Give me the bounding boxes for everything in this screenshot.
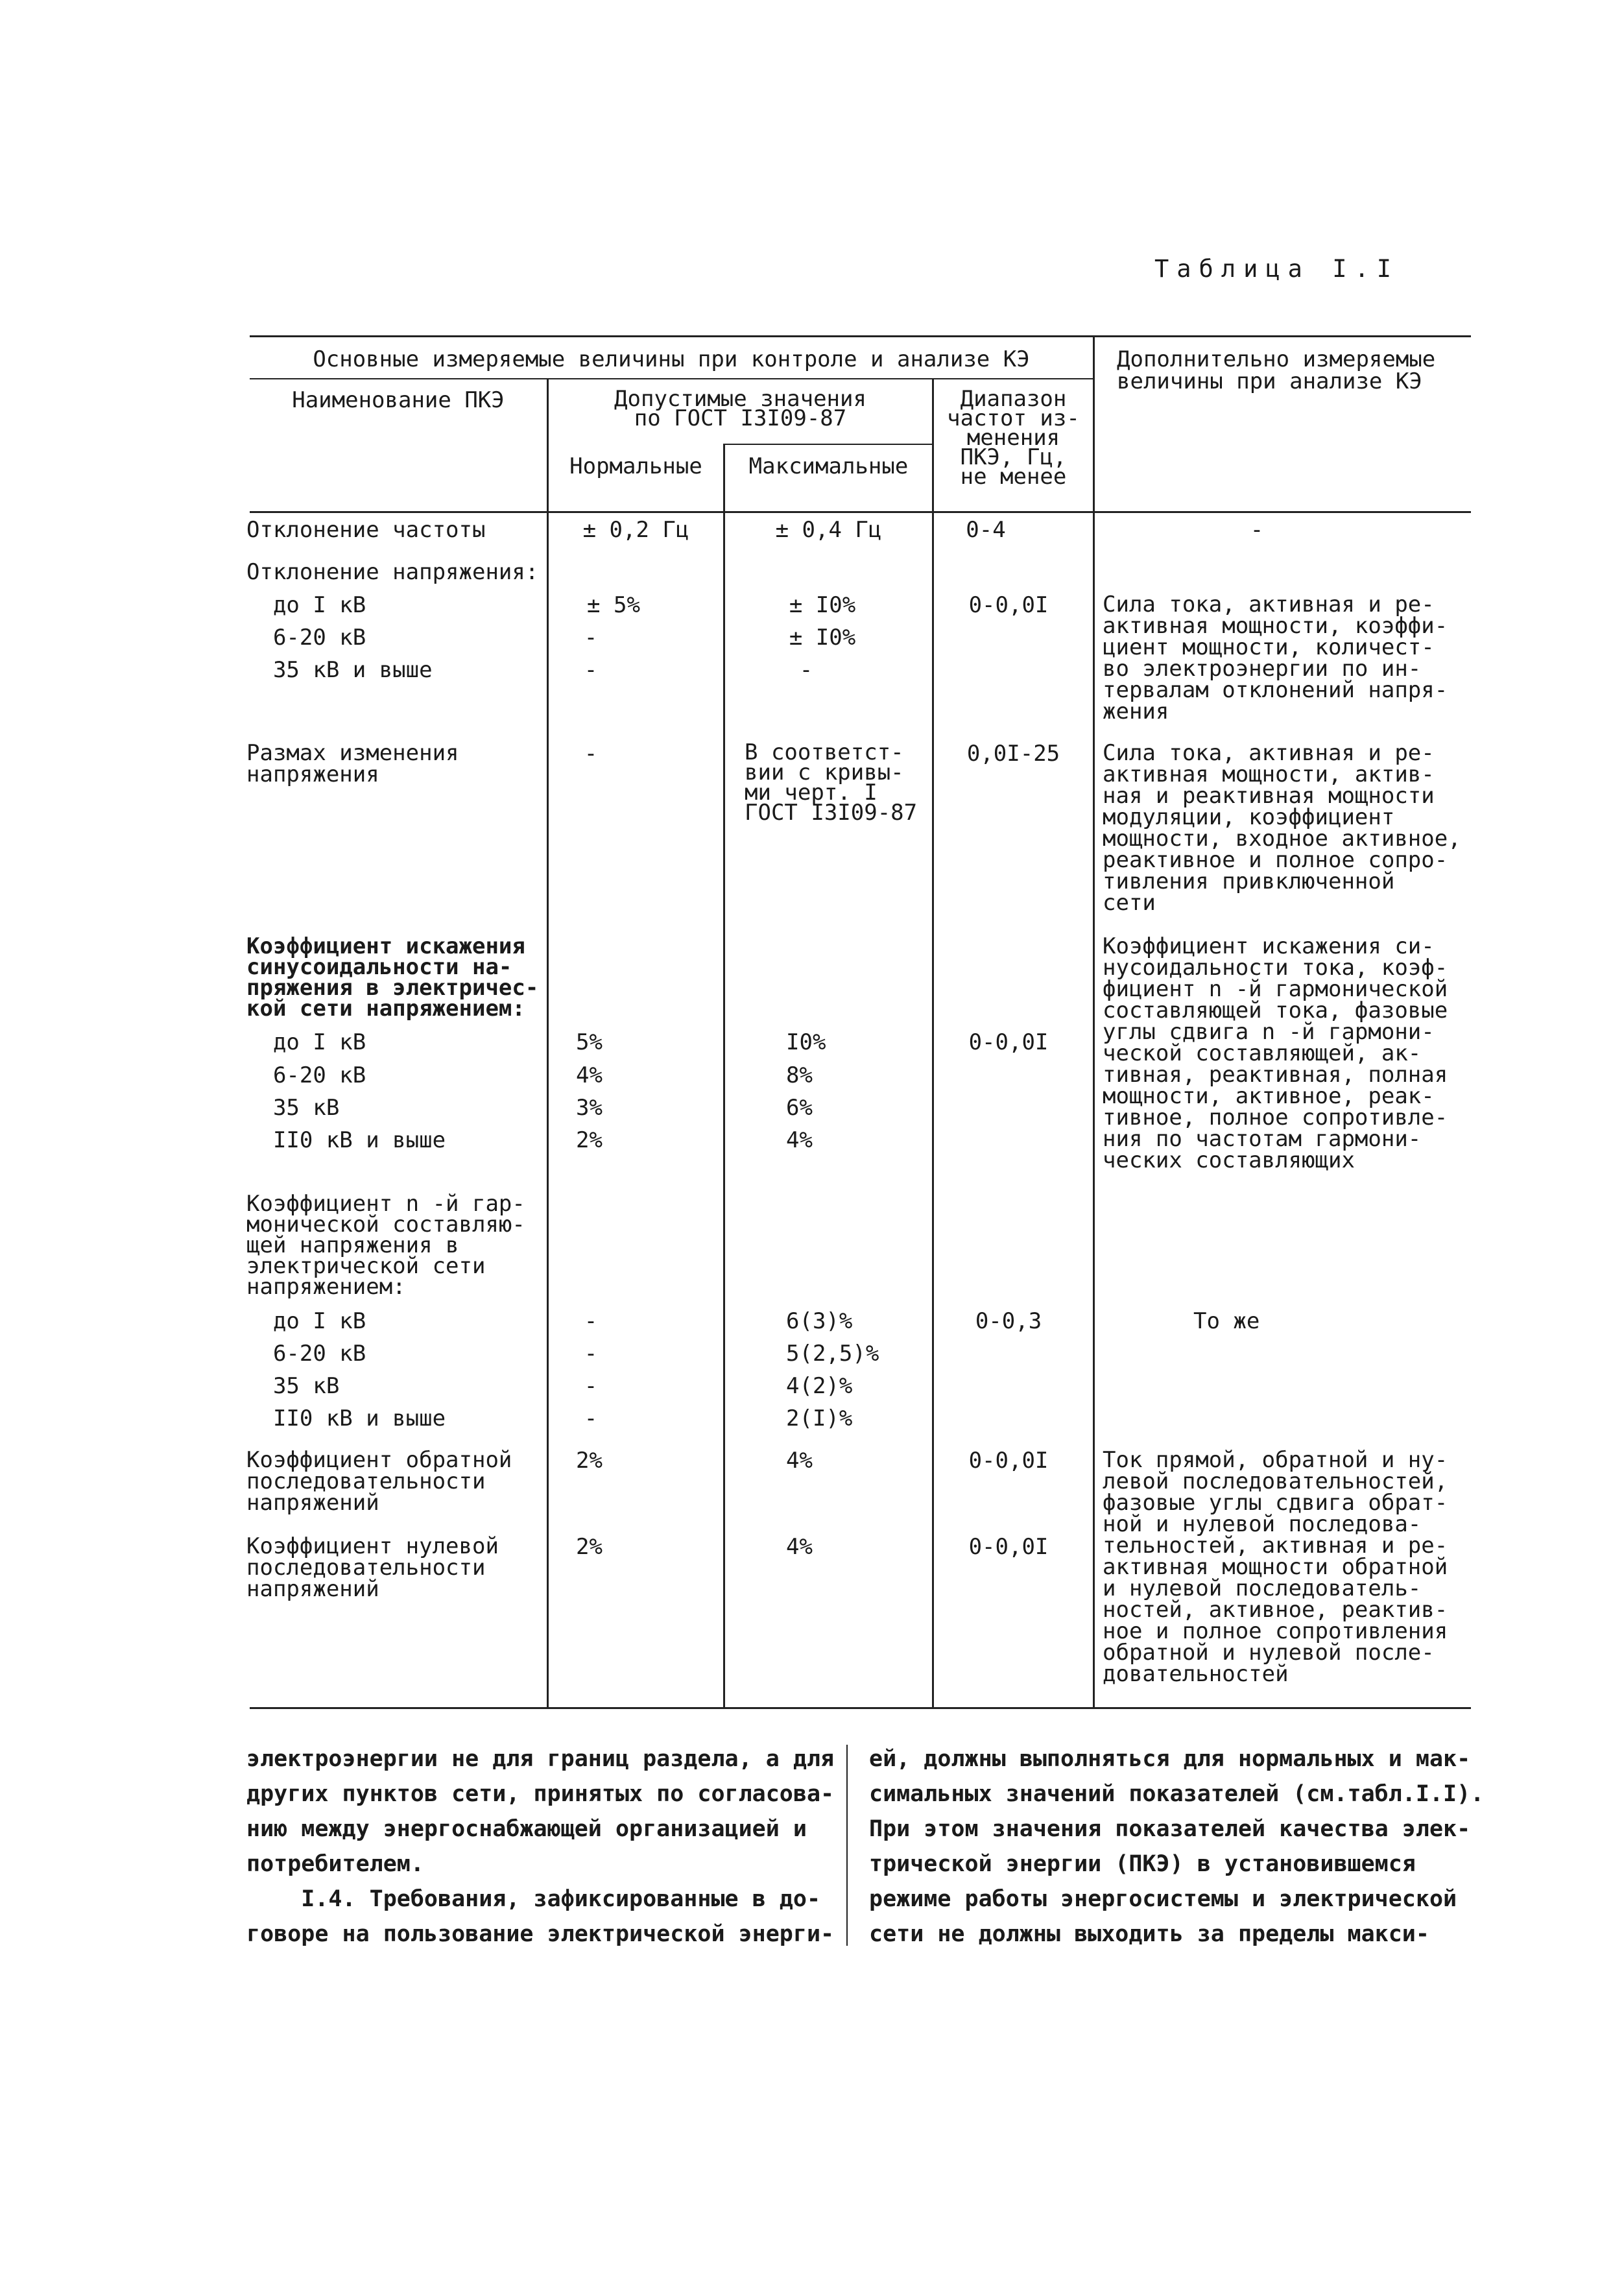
row-normal: - (584, 741, 598, 767)
row-max: 4% (786, 1127, 813, 1153)
row-name: до I кВ (246, 1029, 366, 1055)
row-range: 0-0,3 (975, 1308, 1042, 1334)
body-text-left: электроэнергии не для границ раздела, а для других пунктов сети, принятых по согласова- нию между энергоснабжающей организацией и потребителем. I.4. Требования, зафиксированные в до- говоре на пользование электрической энерги- (246, 1746, 835, 1947)
row-normal: 2% (576, 1534, 603, 1560)
row-extra: Ток прямой, обратной и ну- левой последовательностей, фазовые углы сдвига обрат- ной и нулевой последова- тельностей, активная и ре- активная мощности обратной и нулевой последователь- ностей, активное, реактив- ное и полное сопротивления обратной и нулевой после- довательностей (1103, 1447, 1448, 1687)
row-max: 2(I)% (786, 1406, 853, 1431)
row-normal: - (584, 1341, 598, 1367)
row-max: - (799, 657, 813, 683)
row-name: 35 кВ (246, 1095, 340, 1121)
row-name: Коэффициент искажения синусоидальности на- пряжения в электричес- кой сети напряжением: (246, 933, 539, 1022)
row-max: 5(2,5)% (786, 1341, 879, 1367)
row-range: 0-0,0I (968, 1029, 1049, 1055)
row-normal: 3% (576, 1095, 603, 1121)
col-divider-4 (1093, 335, 1095, 1708)
row-max: 8% (786, 1062, 813, 1088)
row-max: ± 0,4 Гц (775, 517, 882, 543)
row-name: 6-20 кВ (246, 1341, 366, 1367)
row-extra: Сила тока, активная и ре- активная мощности, коэффи- циент мощности, количест- во электроэнергии по ин- тервалам отклонений напря- жения (1103, 592, 1448, 724)
row-normal: 5% (576, 1029, 603, 1055)
row-normal: 2% (576, 1127, 603, 1153)
row-max: 4(2)% (786, 1373, 853, 1399)
header-bottom-rule (250, 511, 1471, 513)
row-normal: - (584, 1406, 598, 1431)
col-divider-1 (547, 378, 549, 1708)
row-name: 35 кВ (246, 1373, 340, 1399)
row-name: Размах изменения напряжения (246, 740, 459, 787)
row-max: 4% (786, 1448, 813, 1474)
row-name: Коэффициент обратной последовательности напряжений (246, 1447, 512, 1516)
row-extra: Сила тока, активная и ре- активная мощности, актив- ная и реактивная мощности модуляции, коэффициент мощности, входное активное, реактивное и полное сопро- тивления привключенной сети (1103, 740, 1461, 916)
row-normal: - (584, 625, 598, 651)
row-name: до I кВ (246, 592, 366, 618)
body-text-right: ей, должны выполняться для нормальных и мак- симальных значений показателей (см.табл.I.I). При этом значения показателей качества элек- трической энергии (ПКЭ) в установившемся режиме работы энергосистемы и электрической сети не должны выходить за пределы макси- (869, 1746, 1485, 1947)
row-normal: - (584, 1308, 598, 1334)
row-normal: ± 5% (587, 592, 640, 618)
row-name: II0 кВ и выше (246, 1406, 446, 1431)
row-normal: - (584, 1373, 598, 1399)
row-range: 0,0I-25 (966, 741, 1060, 767)
header-col-max: Максимальные (748, 453, 909, 479)
row-normal: 2% (576, 1448, 603, 1474)
row-extra: То же (1193, 1308, 1260, 1334)
header-rule-1 (250, 378, 1093, 379)
row-max: ± I0% (789, 592, 856, 618)
row-name: до I кВ (246, 1308, 366, 1334)
header-col-name: Наименование ПКЭ (292, 387, 505, 413)
row-normal: 4% (576, 1062, 603, 1088)
row-extra: Коэффициент искажения си- нусоидальности тока, коэф- фициент n -й гармонической составляющей тока, фазовые углы сдвига n -й гармони- ческой составляющей, ак- тивная, реактивная, полная мощности, активное, реак- тивное, полное сопротивле- ния по частотам гармони- ческих составляющих (1103, 933, 1448, 1173)
table-caption: Таблица I.I (1154, 255, 1400, 283)
table-bottom-rule (250, 1707, 1471, 1709)
row-normal: ± 0,2 Гц (582, 517, 689, 543)
row-max: ± I0% (789, 625, 856, 651)
row-name: Коэффициент n -й гар- монической составляю- щей напряжения в электрической сети напряжением: (246, 1191, 525, 1300)
row-max: 4% (786, 1534, 813, 1560)
table-top-rule (250, 335, 1471, 337)
row-name: II0 кВ и выше (246, 1127, 446, 1153)
header-col-range: Диапазон частот из- менения ПКЭ, Гц, не менее (947, 386, 1080, 490)
row-normal: - (584, 657, 598, 683)
row-max: 6% (786, 1095, 813, 1121)
row-name: 35 кВ и выше (246, 657, 433, 683)
row-name: Отклонение напряжения: (246, 559, 539, 585)
row-range: 0-0,0I (968, 1534, 1049, 1560)
row-range: 0-0,0I (968, 592, 1049, 618)
row-name: Отклонение частоты (246, 517, 486, 543)
row-max: 6(3)% (786, 1308, 853, 1334)
row-name: 6-20 кВ (246, 625, 366, 651)
row-extra: - (1250, 517, 1264, 543)
row-range: 0-0,0I (968, 1448, 1049, 1474)
row-name: 6-20 кВ (246, 1062, 366, 1088)
header-main-group: Основные измеряемые величины при контроле и анализе КЭ (313, 346, 1030, 372)
column-separator (846, 1745, 848, 1946)
row-max: I0% (786, 1029, 826, 1055)
header-col-allowed: Допустимые значения по ГОСТ I3I09-87 (614, 386, 866, 431)
header-col-extra: Дополнительно измеряемые величины при анализе КЭ (1117, 346, 1436, 394)
header-rule-2 (723, 444, 934, 445)
row-max: В соответст- вии с кривы- ми черт. I ГОСТ I3I09-87 (745, 739, 918, 826)
header-col-normal: Нормальные (569, 453, 702, 479)
row-range: 0-4 (966, 517, 1006, 543)
row-name: Коэффициент нулевой последовательности напряжений (246, 1533, 499, 1602)
